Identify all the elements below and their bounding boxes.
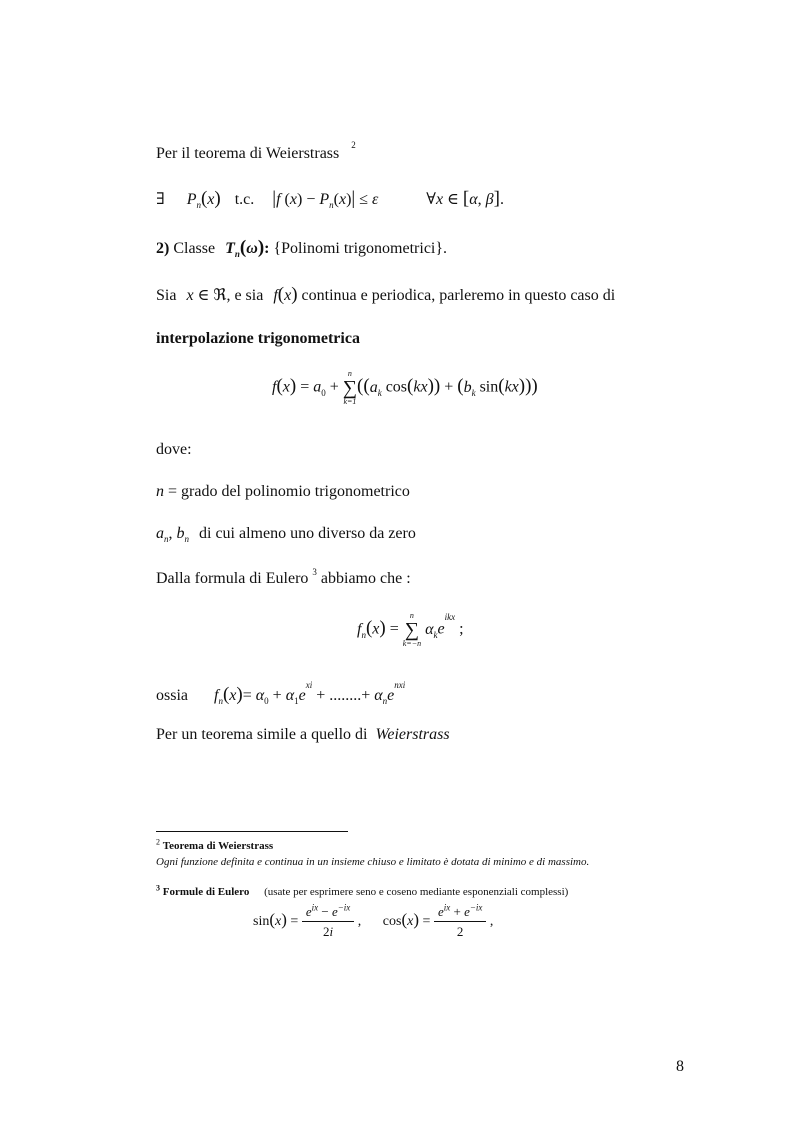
class-word: Classe xyxy=(173,240,216,257)
eulero-line xyxy=(156,566,411,588)
tc-label: t.c. xyxy=(234,191,255,208)
an-bn-line xyxy=(156,525,416,543)
teorema-simile-name: Weierstrass xyxy=(375,726,450,743)
fn-sum-formula: $f_n(x)$ = n ∑ k=−n $\alpha_ke^{ikx}$ ; xyxy=(357,611,464,648)
approximation-inequality: |f $(x) - P_n(x)| \le \varepsilon$ xyxy=(272,188,379,211)
sum-operator: n ∑ k=1 xyxy=(342,369,358,406)
footnote-ref-2: 2 xyxy=(351,139,356,150)
sia-line xyxy=(156,284,615,306)
teorema-simile-text: Per un teorema simile a quello di xyxy=(156,726,368,743)
euler-formulas xyxy=(253,904,493,940)
sia-mid: , e sia xyxy=(226,287,264,304)
cos-formula: cos(x) = $\frac{e^{ix} + e^{-ix}}{2}$ , xyxy=(382,902,494,939)
ossia-line xyxy=(156,679,406,707)
for-all-interval: ∀x ∈ [α, β]. xyxy=(426,188,504,209)
footnote-separator xyxy=(156,831,348,832)
sia-end: continua e periodica, parleremo in questo caso di xyxy=(301,287,616,304)
pn-of-x: $P_n(x)$ xyxy=(186,188,221,211)
fn-expansion-formula: $f_n(x)= \alpha_0 + \alpha_1e^{xi}$ + ........+ $\alpha_ne^{nxi}$ xyxy=(214,679,406,707)
footnote-2-number: 2 xyxy=(156,837,160,847)
interpolation-title: interpolazione trigonometrica xyxy=(156,330,360,347)
x-in-reals: x ∈ ℜ xyxy=(186,287,227,304)
sum-operator-k: n ∑ k=−n xyxy=(402,611,422,648)
weierstrass-intro-text: Per il teorema di Weierstrass xyxy=(156,145,340,162)
footnote-3-text: (usate per esprimere seno e coseno mediante esponenziali complessi) xyxy=(264,886,569,898)
n-definition: = grado del polinomio trigonometrico xyxy=(168,483,410,500)
footnote-2-title-line xyxy=(156,837,274,852)
f-of-x: f(x) xyxy=(273,284,298,305)
class-description: {Polinomi trigonometrici}. xyxy=(273,240,448,257)
class-tn-line xyxy=(156,237,447,259)
footnote-2-title: Teorema di Weierstrass xyxy=(162,840,274,852)
weierstrass-intro-line xyxy=(156,139,356,163)
eulero-end: abbiamo che : xyxy=(320,570,411,587)
an-bn-symbols: $a_n$, $b_n$ xyxy=(156,525,189,545)
eulero-start: Dalla formula di Eulero xyxy=(156,570,309,587)
trig-polynomial-formula: $f(x) = a_0$ + n ∑ k=1 (($a_k$ $\cos(kx)) + (b_k$ sin(kx))) xyxy=(272,369,538,406)
dove-label: dove: xyxy=(156,441,192,458)
footnote-2-text: Ogni funzione definita e continua in un insieme chiuso e limitato è dotata di minimo e di massimo. xyxy=(156,856,590,868)
page-number: 8 xyxy=(676,1058,684,1075)
footnote-ref-3: 3 xyxy=(312,566,317,577)
ossia-word: ossia xyxy=(156,687,188,704)
teorema-simile-line xyxy=(156,726,450,744)
sin-formula: sin(x) = $\frac{e^{ix} - e^{-ix}}{2i}$ , xyxy=(253,902,362,939)
exists-formula-line xyxy=(156,188,504,210)
sia-start: Sia xyxy=(156,287,177,304)
n-symbol: n xyxy=(156,483,164,500)
n-definition-line xyxy=(156,483,410,501)
footnote-3-title: Formule di Eulero xyxy=(162,886,250,898)
an-bn-definition: di cui almeno uno diverso da zero xyxy=(199,525,416,542)
class-number: 2) xyxy=(156,240,170,257)
tn-omega: $T_n(\omega)$: xyxy=(225,237,270,260)
footnote-3-number: 3 xyxy=(156,883,160,893)
footnote-3-title-line xyxy=(156,883,569,898)
exists-symbol: ∃ xyxy=(156,191,165,208)
